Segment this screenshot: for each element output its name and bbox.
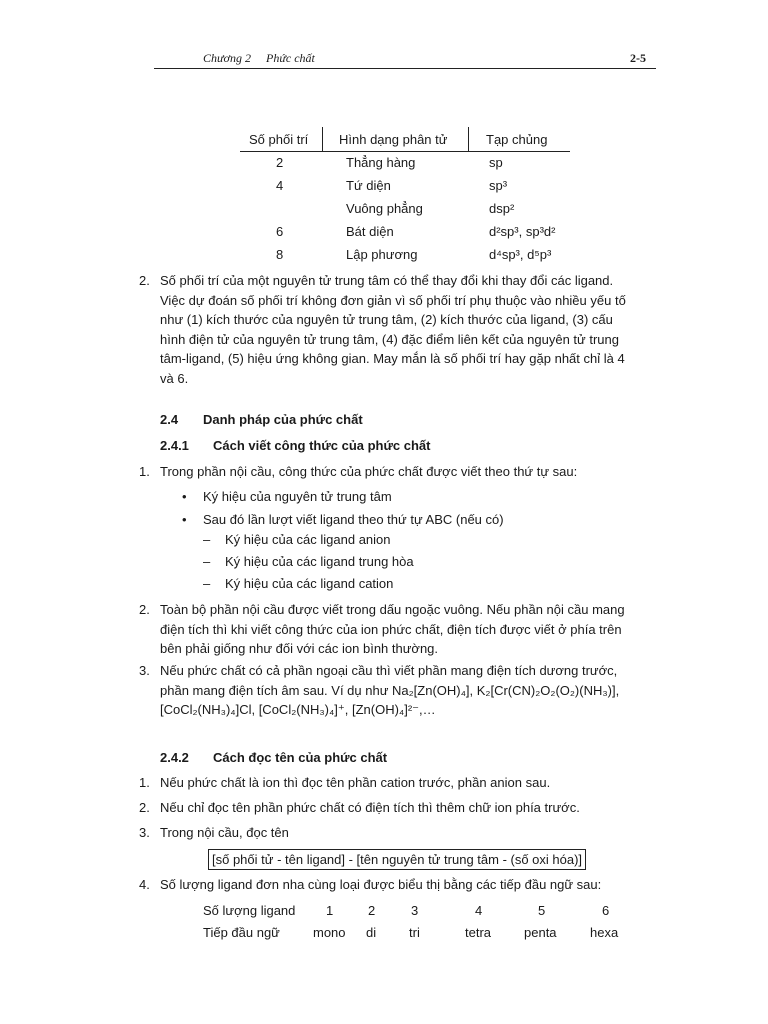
bullet-text: Ký hiệu của nguyên tử trung tâm (203, 489, 392, 504)
paragraph-line: điện tích thì khi viết công thức của ion phức chất, điện tích được viết ở phía trên (160, 621, 622, 637)
table-cell: Vuông phẳng (346, 201, 423, 216)
prefix-name: mono (313, 925, 346, 940)
table-cell: Thẳng hàng (346, 155, 416, 170)
header-rule (154, 68, 656, 69)
prefix-row-label: Tiếp đầu ngữ (203, 925, 280, 940)
table-cell: Tứ diện (346, 178, 391, 193)
chapter-label: Chương 2 (203, 51, 251, 65)
table-cell: 6 (276, 224, 284, 239)
table-divider-1 (322, 127, 323, 151)
prefix-count: 1 (326, 903, 334, 918)
dash-icon: – (203, 576, 211, 591)
rule-text: Nếu chỉ đọc tên phần phức chất có điện tích thì thêm chữ ion phía trước. (160, 800, 580, 815)
prefix-count: 2 (368, 903, 376, 918)
paragraph-line: như (1) kích thước của nguyên tử trung tâm, (2) kích thước của ligand, (3) cấu (160, 312, 613, 327)
paragraph-line: bên phải giống như đối với các ion bình thường. (160, 641, 439, 656)
table-cell: d⁴sp³, d⁵p³ (489, 247, 552, 262)
paragraph-outer-sphere (160, 661, 660, 720)
list-number: 1. (139, 775, 150, 790)
dash-text: Ký hiệu của các ligand anion (225, 532, 391, 547)
subsection-number: 2.4.2 (160, 750, 189, 765)
naming-formula-box: [số phối tử - tên ligand] - [tên nguyên tử trung tâm - (số oxi hóa)] (208, 849, 586, 870)
rule-text: Nếu phức chất là ion thì đọc tên phần cation trước, phần anion sau. (160, 775, 551, 790)
paragraph-line: Việc dự đoán số phối trí không đơn giản vì số phối trí phụ thuộc vào nhiều yếu tố (160, 292, 626, 308)
list-number: 2. (139, 602, 150, 617)
list-number: 1. (139, 464, 150, 479)
table-header-cn: Số phối trí (249, 132, 309, 147)
subsection-number: 2.4.1 (160, 438, 189, 453)
table-cell: 4 (276, 178, 284, 193)
dash-text: Ký hiệu của các ligand cation (225, 576, 394, 591)
section-title: Danh pháp của phức chất (203, 412, 363, 427)
prefix-count: 6 (602, 903, 610, 918)
prefix-name: tri (409, 925, 420, 940)
list-number: 2. (139, 273, 150, 288)
bullet-icon: • (182, 489, 187, 504)
section-number: 2.4 (160, 412, 179, 427)
table-cell: dsp² (489, 201, 515, 216)
table-cell: 2 (276, 155, 284, 170)
prefix-name: di (366, 925, 377, 940)
paragraph-line (160, 681, 660, 701)
paragraph-brackets (160, 600, 660, 659)
bullet-icon: • (182, 512, 187, 527)
list-number: 3. (139, 825, 150, 840)
table-header-rule (240, 151, 570, 152)
paragraph-text: phần mang điện tích âm sau. Ví dụ như (160, 682, 393, 698)
subsection-title: Cách viết công thức của phức chất (213, 438, 431, 453)
dash-icon: – (203, 532, 211, 547)
table-header-hyb: Tạp chủng (486, 132, 548, 147)
bullet-text: Sau đó lần lượt viết ligand theo thứ tự ABC (nếu có) (203, 512, 504, 527)
paragraph-line: Toàn bộ phần nội cầu được viết trong dấu ngoặc vuông. Nếu phần nội cầu mang (160, 602, 625, 617)
table-cell: 8 (276, 247, 284, 262)
formula-line: [CoCl₂(NH₃)₄]Cl, [CoCl₂(NH₃)₄]⁺, [Zn(OH)₄]²⁻,… (160, 702, 436, 717)
prefix-name: tetra (465, 925, 492, 940)
list-number: 3. (139, 663, 150, 678)
dash-text: Ký hiệu của các ligand trung hòa (225, 554, 414, 569)
table-header-shape: Hình dạng phân tử (339, 132, 448, 147)
subsection-title: Cách đọc tên của phức chất (213, 750, 388, 765)
prefix-count: 3 (411, 903, 419, 918)
formula-examples: Na₂[Zn(OH)₄], K₂[Cr(CN)₂O₂(O₂)(NH₃)], (392, 682, 620, 698)
prefix-count: 5 (538, 903, 546, 918)
prefix-name: hexa (590, 925, 619, 940)
table-cell: Lập phương (346, 247, 418, 262)
paragraph-coordination (160, 271, 660, 388)
paragraph-line: Nếu phức chất có cả phần ngoại cầu thì viết phần mang điện tích dương trước, (160, 663, 618, 678)
paragraph-line: hình điện tử của nguyên tử trung tâm, (4) đặc điểm liên kết của nguyên tử trung (160, 331, 619, 347)
paragraph-line: và 6. (160, 370, 189, 386)
list-number: 4. (139, 877, 150, 892)
table-cell: sp³ (489, 178, 508, 193)
rule-text: Trong nội cầu, đọc tên (160, 825, 289, 840)
chapter-title: Phức chất (266, 51, 315, 65)
table-cell: sp (489, 155, 503, 170)
paragraph-line: tâm-ligand, (5) hiệu ứng không gian. May mắn là số phối trí hay gặp nhất chỉ là 4 (160, 351, 625, 366)
page-number: 2-5 (630, 51, 646, 65)
table-cell: d²sp³, sp³d² (489, 224, 556, 239)
prefix-count: 4 (475, 903, 483, 918)
rule-text: Số lượng ligand đơn nha cùng loại được biểu thị bằng các tiếp đầu ngữ sau: (160, 877, 602, 892)
paragraph-line: Số phối trí của một nguyên tử trung tâm có thể thay đổi khi thay đổi các ligand. (160, 273, 614, 288)
prefix-name: penta (524, 925, 557, 940)
rule-text: Trong phần nội cầu, công thức của phức chất được viết theo thứ tự sau: (160, 464, 578, 479)
table-cell: Bát diện (346, 224, 394, 239)
table-divider-2 (468, 127, 469, 151)
dash-icon: – (203, 554, 211, 569)
list-number: 2. (139, 800, 150, 815)
prefix-row-label: Số lượng ligand (203, 903, 296, 918)
